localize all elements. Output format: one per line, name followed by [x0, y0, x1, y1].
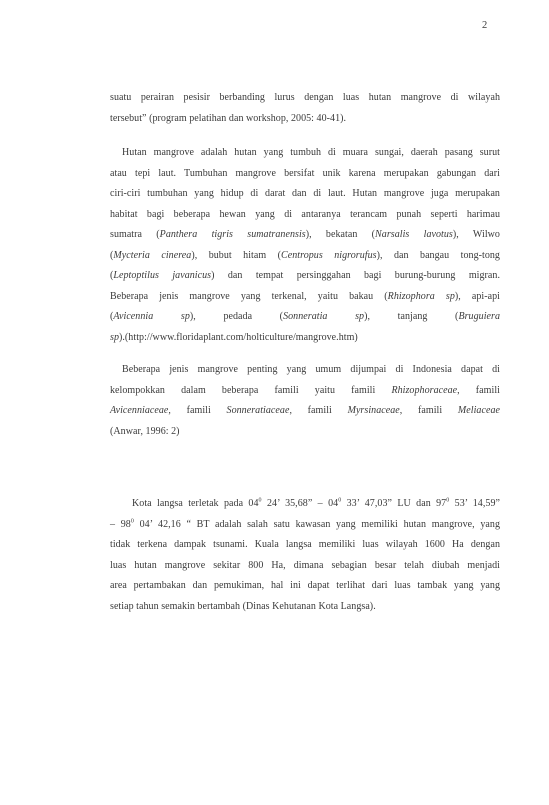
paragraph-hutan-mangrove	[110, 143, 500, 348]
family-name: Rhizophoraceae	[391, 384, 458, 396]
page-number: 2	[482, 20, 488, 31]
family-name: Myrsinaceae	[347, 405, 400, 416]
text-line: Avicenniaceae, famili Sonneratiaceae, famili Myrsinaceae, famili Meliaceae	[110, 405, 500, 416]
text-line: (Leptoptilus javanicus) dan tempat persinggahan bagi burung-burung migran.	[110, 270, 500, 281]
text-line: kelompokkan dalam beberapa famili yaitu famili Rhizophoraceae, famili	[110, 384, 500, 396]
scientific-name: Rhizophora sp	[387, 290, 455, 302]
text-line: (Mycteria cinerea), bubut hitam (Centropus nigrorufus), dan bangau tong-tong	[110, 249, 500, 261]
scientific-name: Leptoptilus javanicus	[113, 270, 212, 281]
text-line: (Avicennia sp), pedada (Sonneratia sp), tanjang (Bruguiera	[110, 311, 501, 322]
scientific-name: Panthera tigris sumatranensis	[159, 229, 306, 240]
text-line: Kota langsa terletak pada $04^0$ 24’ 35,68” – $04^0$ 33’ 47,03” LU dan $97^0$ 53’ 14,59”	[132, 497, 500, 509]
text-line: tersebut” (program pelatihan dan workshop, 2005: 40-41).	[110, 112, 347, 124]
scientific-name: Mycteria cinerea	[113, 249, 192, 261]
text-line: Hutan mangrove adalah hutan yang tumbuh di muara sungai, daerah pasang surut	[122, 147, 500, 158]
text-line: ciri-ciri tumbuhan yang hidup di darat dan di laut. Hutan mangrove juga merupakan	[110, 188, 500, 199]
url-citation: ).(http://www.floridaplant.com/holticulture/mangrove.htm)	[119, 331, 358, 343]
paragraph-jenis-mangrove	[110, 360, 500, 442]
family-name: Sonneratiaceae	[226, 405, 290, 416]
text-line: Beberapa jenis mangrove yang terkenal, yaitu bakau (Rhizophora sp), api-api	[110, 290, 500, 302]
text-line: atau tepi laut. Tumbuhan mangrove bersifat unik karena merupakan gabungan dari	[110, 167, 500, 179]
text-line: tidak terkena dampak tsunami. Kuala langsa memiliki luas wilayah 1600 Ha dengan	[110, 539, 500, 550]
scientific-name: Avicennia sp	[113, 311, 190, 322]
paragraph-kota-langsa	[110, 494, 500, 617]
paragraph-continuation	[110, 88, 500, 129]
scientific-name: Centropus nigrorufus	[281, 249, 377, 261]
text-line: sp).(http://www.floridaplant.com/holticulture/mangrove.htm)	[110, 331, 358, 343]
text-line: suatu perairan pesisir berbanding lurus dengan luas hutan mangrove di wilayah	[110, 92, 500, 103]
text-line: Beberapa jenis mangrove penting yang umum dijumpai di Indonesia dapat di	[122, 364, 500, 375]
text-line: sumatra (Panthera tigris sumatranensis), bekatan (Narsalis lavotus), Wilwo	[110, 229, 500, 240]
text-line: habitat bagi beberapa hewan yang di antaranya terancam punah seperti harimau	[110, 208, 500, 220]
scientific-name: Bruguiera	[458, 311, 501, 322]
text-line: setiap tahun semakin bertambah (Dinas Kehutanan Kota Langsa).	[110, 600, 376, 612]
text-line: area pertambakan dan pemukiman, hal ini dapat terlihat dari luas tambak yang yang	[110, 580, 500, 591]
text-line: luas hutan mangrove sekitar 800 Ha, dimana sebagian besar telah diubah menjadi	[110, 559, 500, 571]
text-line: (Anwar, 1996: 2)	[110, 425, 180, 437]
family-name: Avicenniaceae	[110, 405, 169, 416]
scientific-name: Narsalis lavotus	[375, 229, 453, 240]
family-name: Meliaceae	[457, 405, 500, 416]
text-line: – $98^0$ 04’ 42,16 “ BT adalah salah satu kawasan yang memiliki hutan mangrove, yang	[110, 518, 500, 530]
scientific-name: Sonneratia sp	[283, 311, 365, 322]
